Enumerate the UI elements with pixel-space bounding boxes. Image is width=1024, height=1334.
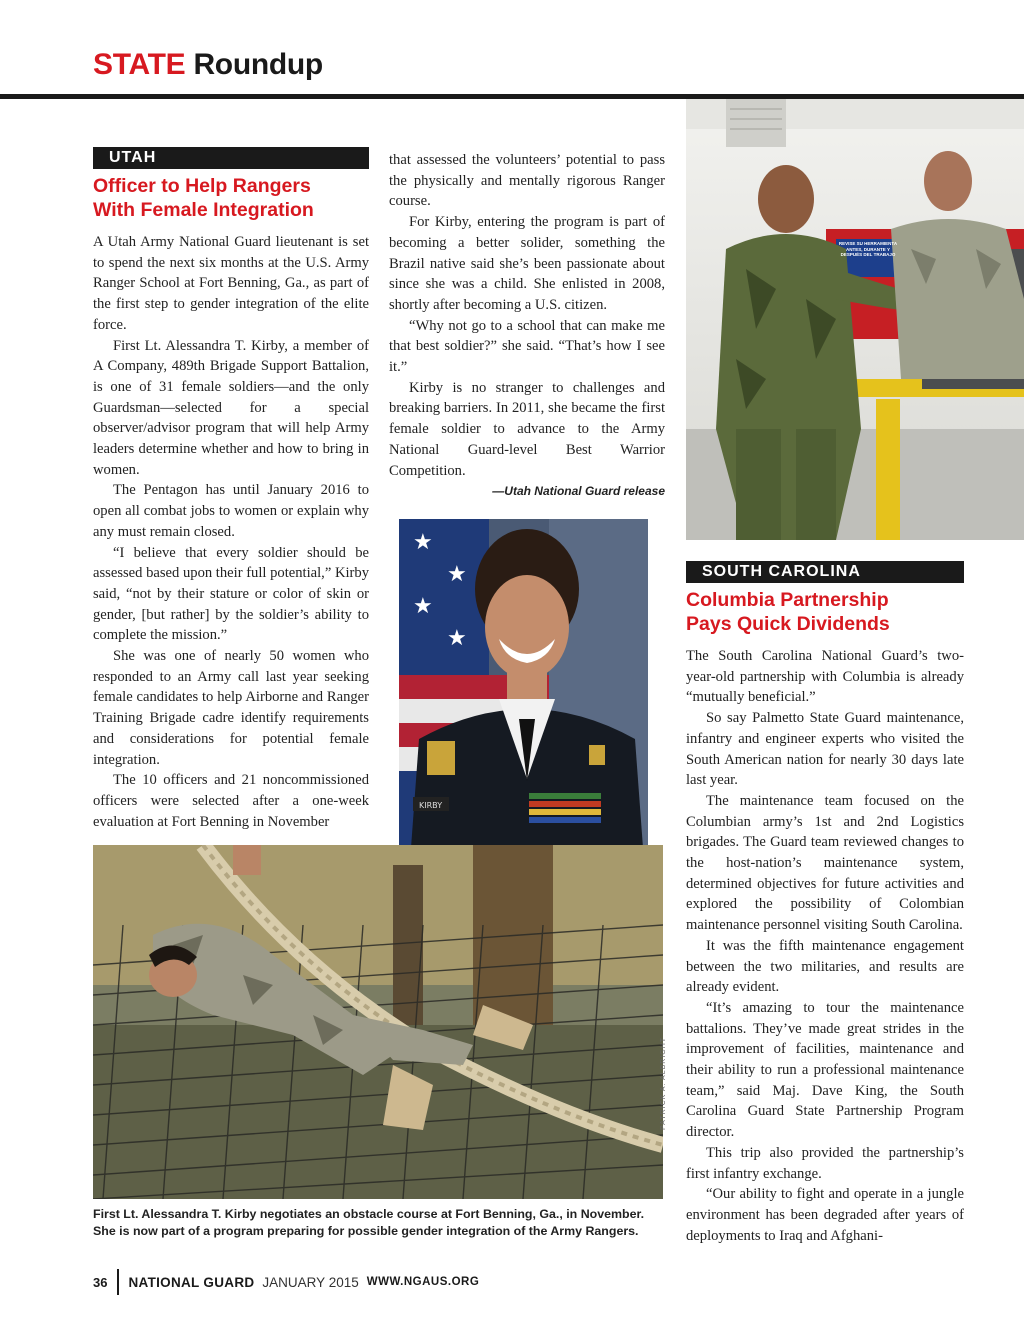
sc-paragraph: This trip also provided the partnership’s first infantry exchange. [686, 1144, 964, 1182]
headline-sc-line-2: Pays Quick Dividends [686, 613, 890, 635]
sc-paragraph: It was the fifth maintenance engagement between the two militaries, and results are already evident. [686, 937, 964, 996]
sc-paragraph: “Our ability to fight and operate in a jungle environment has been degraded after years of deployments to Iraq and Afghani- [686, 1186, 964, 1244]
utah-col2-paragraph: “Why not go to a school that can make me that best soldier?” she said. “That’s how I see it.” [389, 317, 665, 376]
page-number: 36 [93, 1274, 108, 1290]
south-carolina-article-column [686, 646, 964, 1246]
photo-maintenance-soldiers [686, 99, 1024, 540]
magazine-name: NATIONAL GUARD [128, 1274, 255, 1290]
photo-caption: First Lt. Alessandra T. Kirby negotiates an obstacle course at Fort Benning, Ga., in November. She is now part of a program preparing for possible gender integration of the Army Rangers. [93, 1207, 645, 1238]
headline-utah [93, 174, 369, 222]
svg-text:★: ★ [413, 594, 433, 619]
photo-obstacle-course-image [93, 845, 663, 1199]
utah-col2-paragraph: For Kirby, entering the program is part of becoming a better solider, something the Brazil native said she’s been passionate about since she was a child. She enlisted in 2008, shortly after becoming a U.S. citizen. [389, 214, 665, 313]
page-title-roundup: Roundup [193, 48, 323, 81]
utah-article-column-2 [389, 150, 665, 481]
sc-paragraph: So say Palmetto State Guard maintenance, infantry and engineer experts who visited the South American nation for nearly 30 days late last year. [686, 710, 964, 789]
headline-utah-line-2: With Female Integration [93, 199, 314, 221]
page-footer [93, 1268, 479, 1296]
utah-col1-paragraph: She was one of nearly 50 women who responded to an Army call last year seeking female candidates to help Airborne and Ranger Training Brigade cadre identify requirements and considerations for potential female integration. [93, 648, 369, 768]
svg-text:★: ★ [447, 626, 467, 651]
section-bar-utah: UTAH [93, 147, 369, 169]
utah-col1-paragraph: The Pentagon has until January 2016 to open all combat jobs to women or explain why any must remain closed. [93, 482, 369, 540]
sc-paragraph: The South Carolina National Guard’s two-year-old partnership with Columbia is already “mutually beneficial.” [686, 648, 964, 706]
footer-divider [117, 1269, 119, 1295]
utah-article-column-1 [93, 232, 369, 832]
svg-text:★: ★ [413, 530, 433, 555]
utah-col1-paragraph: “I believe that every soldier should be assessed based upon their full potential,” Kirby said, “not by their stature or color of skin or gender, [but rather] by the soldier’s ability to complete the mission.” [93, 544, 369, 644]
utah-col1-paragraph: First Lt. Alessandra T. Kirby, a member of A Company, 489th Brigade Support Battalion, is one of 31 female soldiers—and the only Guardsman—selected for a special observer/advisor program that will help Army leaders determine whether and how to bring in women. [93, 337, 369, 478]
headline-utah-line-1: Officer to Help Rangers [93, 175, 311, 197]
photo-kirby-portrait-image [399, 519, 648, 875]
utah-col2-paragraph: that assessed the volunteers’ potential to pass the physically and mentally rigorous Ranger course. [389, 152, 665, 210]
nameplate-text: KIRBY [419, 801, 443, 810]
headline-south-carolina [686, 588, 964, 636]
headline-sc-line-1: Columbia Partnership [686, 589, 889, 611]
page-title-state: STATE [93, 48, 186, 81]
website-link[interactable]: WWW.NGAUS.ORG [366, 1276, 480, 1288]
photo-maintenance-soldiers-image [686, 99, 1024, 540]
sc-paragraph: The maintenance team focused on the Columbian army’s 1st and 2nd Logistics brigades. The Guard team reviewed changes to the host-nation’s maintenance system, determined objectives for future activities and explored the possibility of Colombian maintenance personnel visiting South Carolina. [686, 792, 964, 934]
utah-col2-paragraph: Kirby is no stranger to challenges and breaking barriers. In 2011, she became the first female soldier to advance to the Army National Guard-level Best Warrior Competition. [389, 379, 665, 479]
utah-source-credit: —Utah National Guard release [492, 484, 665, 498]
section-bar-south-carolina: SOUTH CAROLINA [686, 561, 964, 583]
photo-kirby-portrait [399, 519, 648, 875]
utah-col1-paragraph: A Utah Army National Guard lieutenant is set to spend the next six months at the U.S. Army Ranger School at Fort Benning, Ga., as part of the first step to gender integration of the elite force. [93, 234, 369, 333]
photo-obstacle-course [93, 845, 663, 1199]
sc-paragraph: “It’s amazing to tour the maintenance battalions. They’ve made great strides in the improvement of facilities, maintenance and their ability to run a professional maintenance team,” said Maj. Dave King, the South Carolina Guard State Partnership Program director. [686, 999, 964, 1141]
issue-date: JANUARY 2015 [262, 1274, 359, 1290]
utah-col1-paragraph: The 10 officers and 21 noncommissioned officers were selected after a one-week evaluation at Fort Benning in November [93, 772, 369, 830]
svg-text:★: ★ [447, 562, 467, 587]
photo-maintenance-sign-text: REVISE SU HERRAMIENTA ANTES, DURANTE Y DESPUÉS DEL TRABAJO [838, 241, 898, 257]
photo-credit: PATRICK A. ALBRIGHT [660, 1036, 667, 1130]
page-title [93, 48, 323, 82]
